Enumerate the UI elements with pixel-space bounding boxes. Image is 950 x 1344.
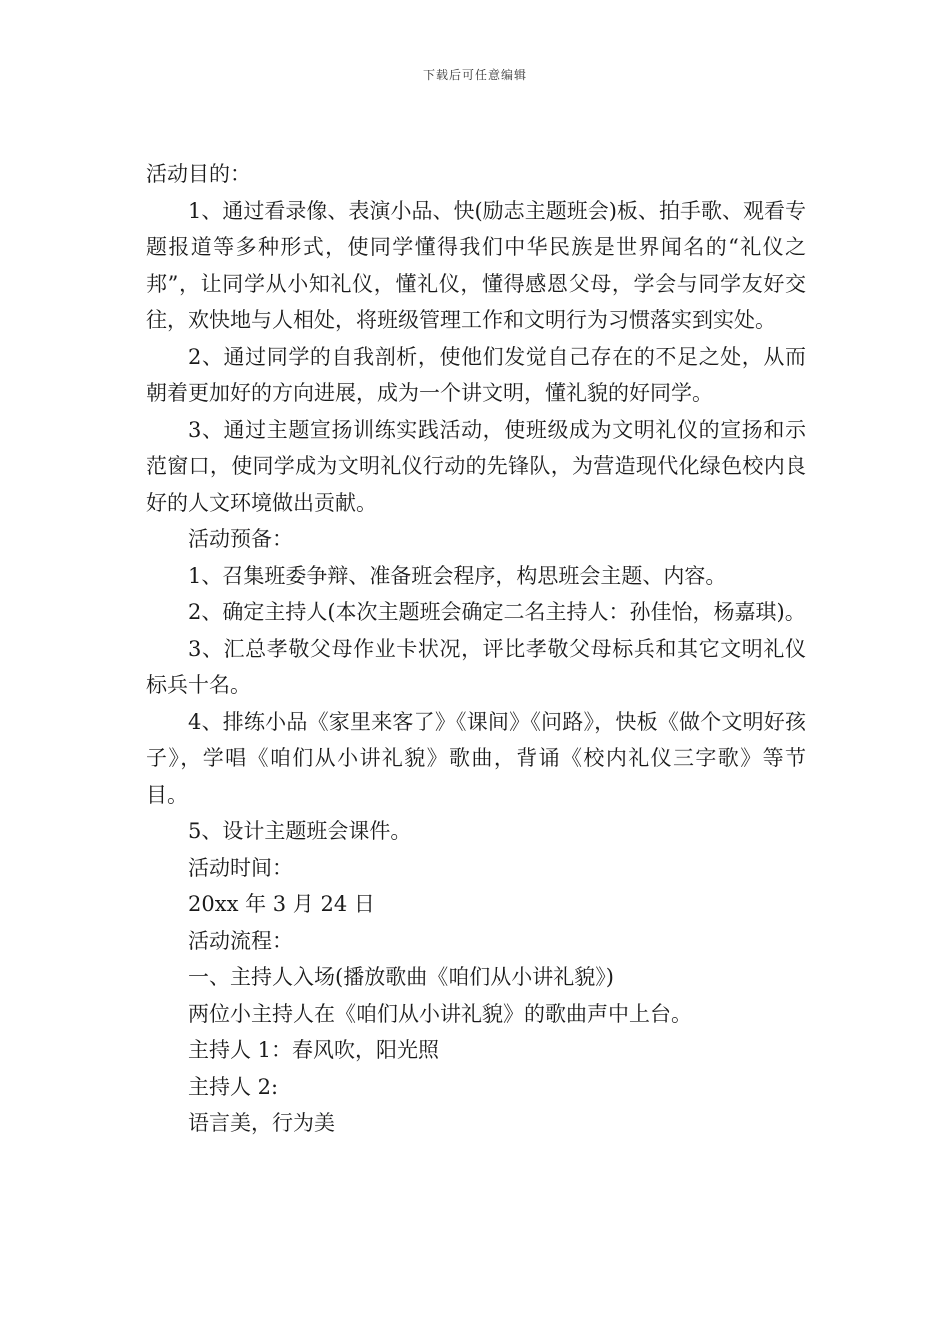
section-heading-time: 活动时间：	[188, 855, 293, 880]
paragraph: 4、排练小品《家里来客了》《课间》《问路》，快板《做个文明好孩子》，学唱《咱们从小讲礼貌》歌曲，背诵《校内礼仪三字歌》等节目。	[146, 709, 806, 807]
paragraph: 一、主持人入场(播放歌曲《咱们从小讲礼貌》)	[188, 965, 614, 989]
paragraph: 1、召集班委争辩、准备班会程序，构思班会主题、内容。	[188, 563, 727, 588]
paragraph: 两位小主持人在《咱们从小讲礼貌》的歌曲声中上台。	[188, 1001, 692, 1026]
section-heading-preparation: 活动预备：	[188, 527, 293, 551]
document-body	[146, 156, 806, 1142]
activity-date: 20xx 年 3 月 24 日	[188, 892, 375, 916]
paragraph: 语言美，行为美	[188, 1111, 335, 1135]
paragraph: 1、通过看录像、表演小品、快(励志主题班会)板、拍手歌、观看专题报道等多种形式，使同学懂得我们中华民族是世界闻名的“礼仪之邦”，让同学从小知礼仪，懂礼仪，懂得感恩父母，学会与同学友好交往，欢快地与人相处，将班级管理工作和文明行为习惯落实到实处。	[146, 198, 806, 332]
paragraph: 2、确定主持人(本次主题班会确定二名主持人：孙佳怡，杨嘉琪)。	[188, 600, 806, 624]
paragraph: 主持人 1：春风吹，阳光照	[188, 1038, 440, 1062]
page-header-note: 下载后可任意编辑	[422, 68, 527, 82]
section-heading-process: 活动流程：	[188, 928, 293, 953]
paragraph: 主持人 2:	[188, 1074, 279, 1099]
paragraph: 3、通过主题宣扬训练实践活动，使班级成为文明礼仪的宣扬和示范窗口，使同学成为文明礼仪行动的先锋队，为营造现代化绿色校内良好的人文环境做出贡献。	[146, 417, 806, 515]
paragraph: 5、设计主题班会课件。	[188, 819, 412, 843]
section-heading-purpose: 活动目的：	[146, 162, 251, 186]
paragraph: 3、汇总孝敬父母作业卡状况，评比孝敬父母标兵和其它文明礼仪标兵十名。	[146, 636, 806, 697]
paragraph: 2、通过同学的自我剖析，使他们发觉自己存在的不足之处，从而朝着更加好的方向进展，成为一个讲文明，懂礼貌的好同学。	[146, 344, 806, 405]
